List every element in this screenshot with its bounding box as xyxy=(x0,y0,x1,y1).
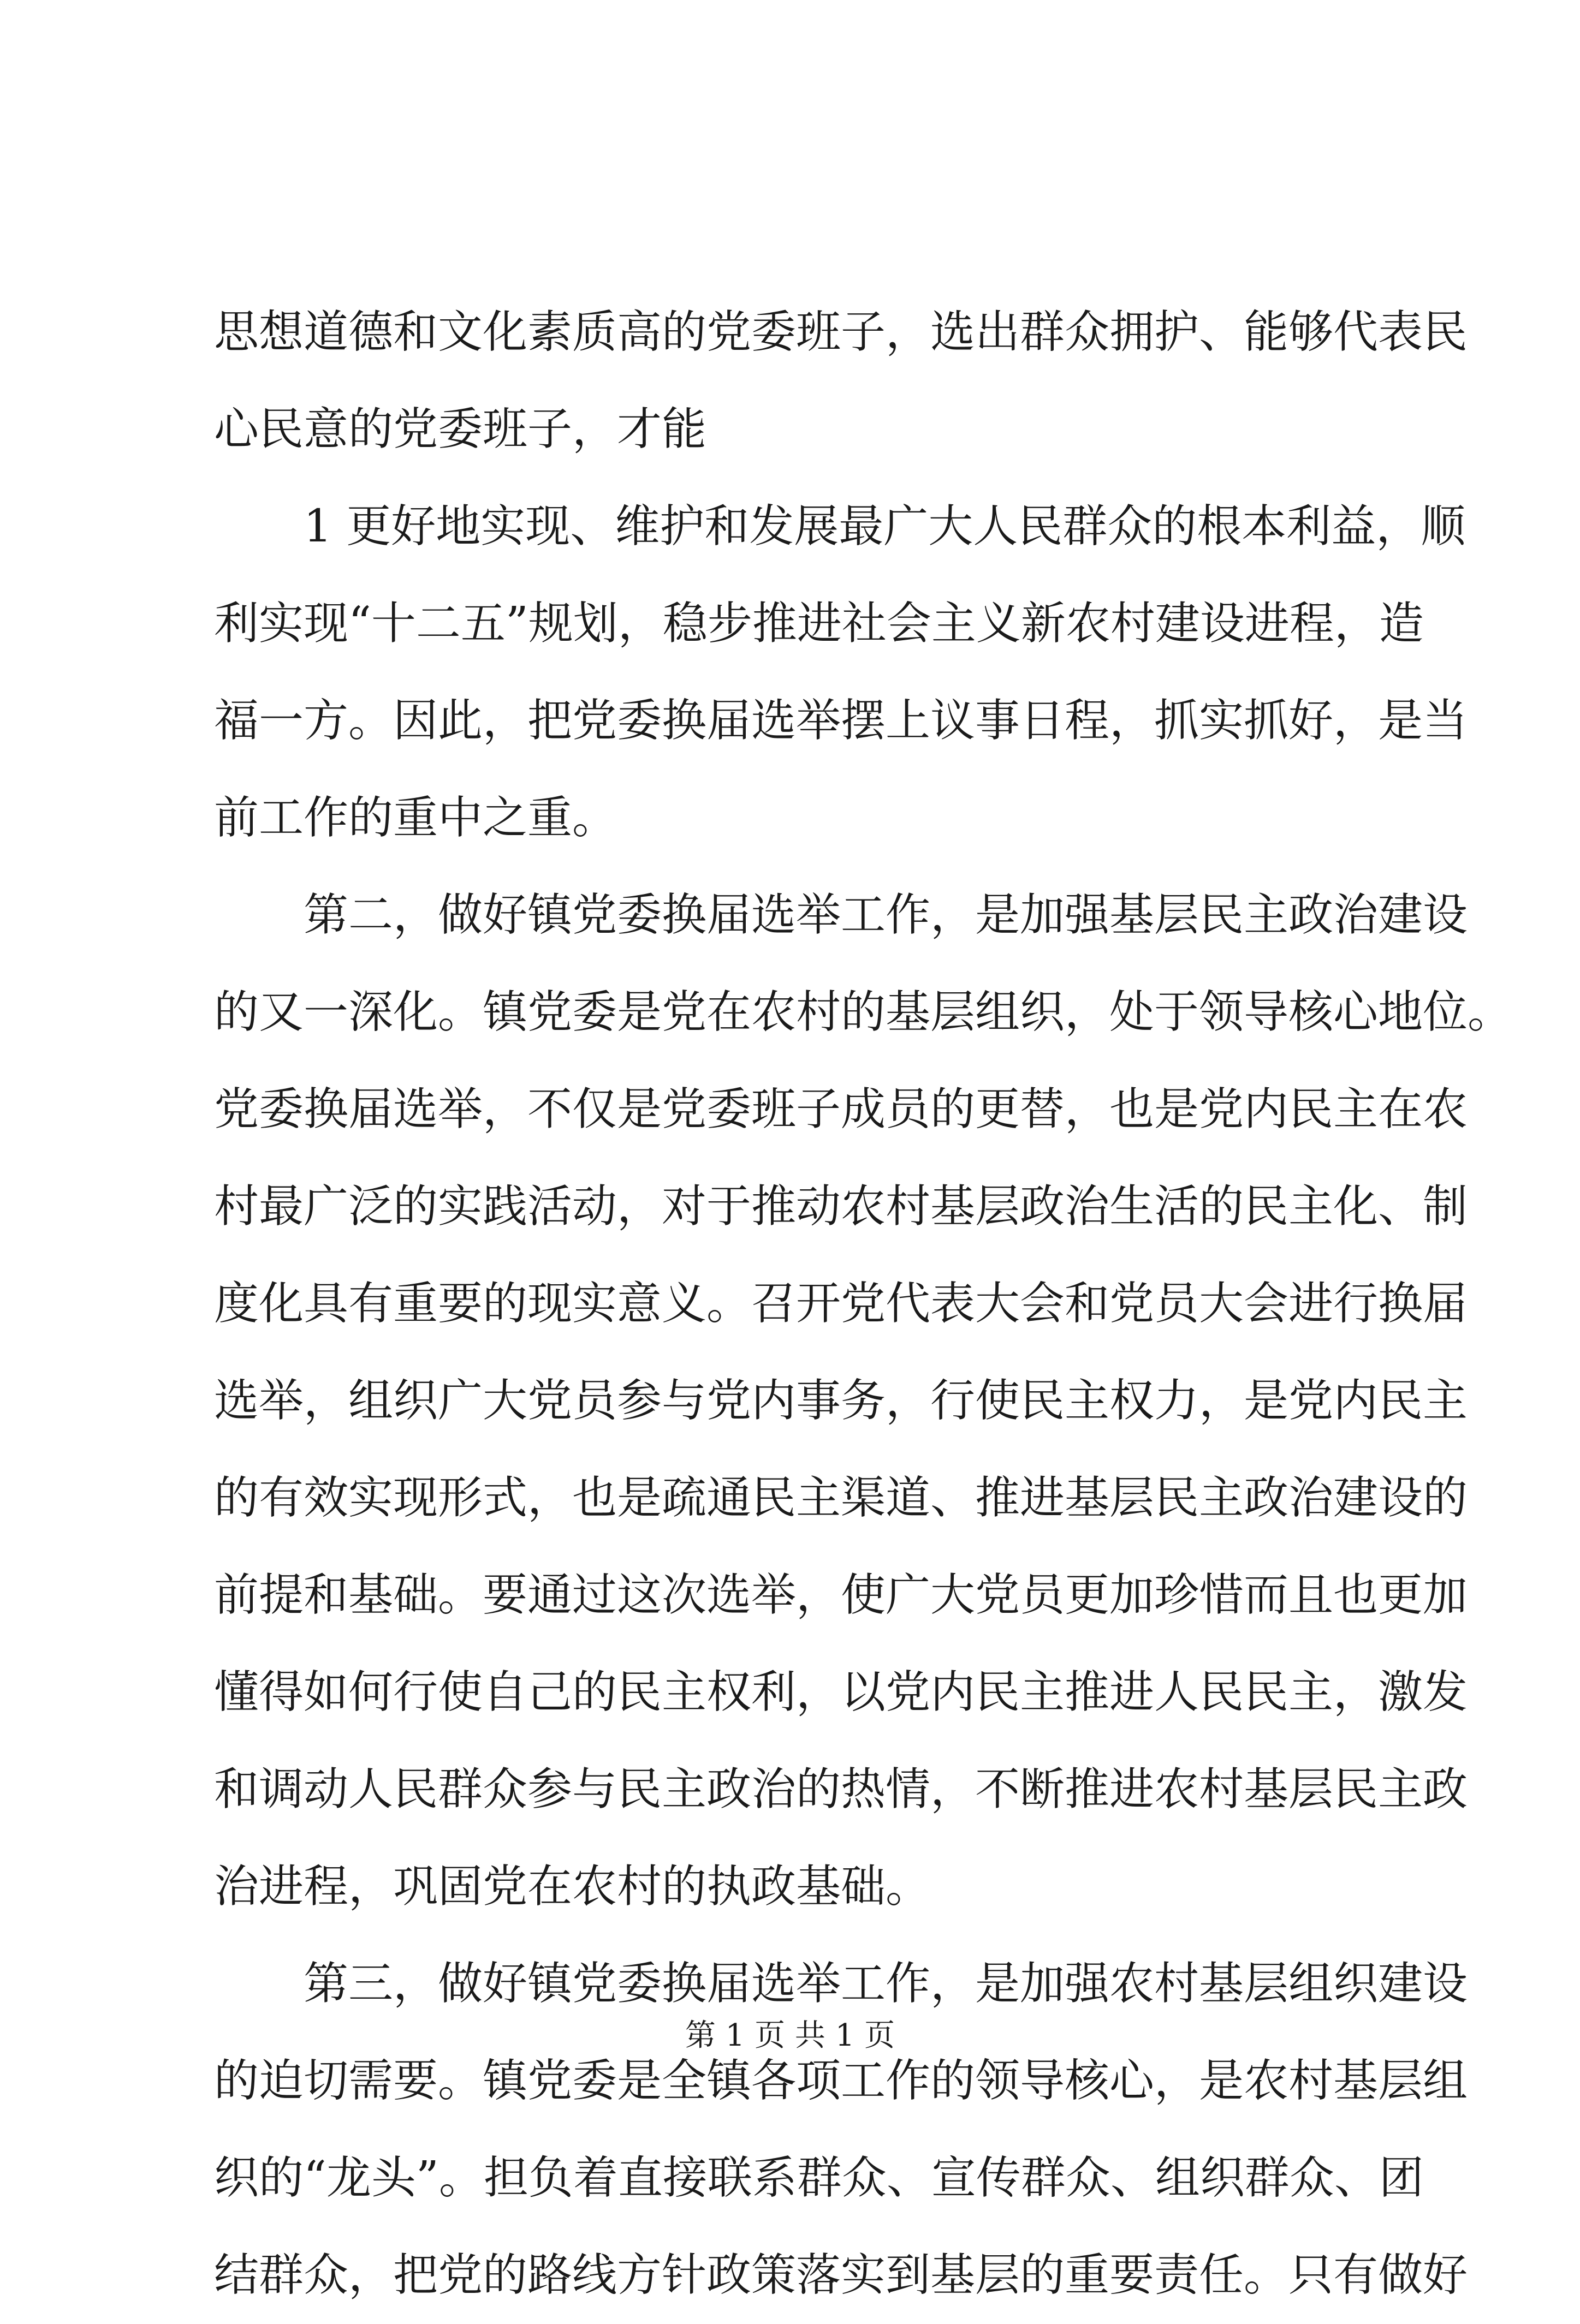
body-line: 选举，组织广大党员参与党内事务，行使民主权力，是党内民主 xyxy=(214,1375,1468,1427)
body-line: 利实现“十二五”规划，稳步推进社会主义新农村建设进程，造 xyxy=(214,598,1424,649)
body-line: 福一方。因此，把党委换届选举摆上议事日程，抓实抓好，是当 xyxy=(214,695,1468,747)
body-line: 治进程，巩固党在农村的执政基础。 xyxy=(214,1861,931,1912)
body-line: 织的“龙头”。担负着直接联系群众、宣传群众、组织群众、团 xyxy=(214,2152,1424,2204)
body-line: 度化具有重要的现实意义。召开党代表大会和党员大会进行换届 xyxy=(214,1278,1468,1330)
body-line: 思想道德和文化素质高的党委班子，选出群众拥护、能够代表民 xyxy=(214,306,1468,358)
body-line: 1 更好地实现、维护和发展最广大人民群众的根本利益，顺 xyxy=(304,500,1466,552)
body-line: 和调动人民群众参与民主政治的热情，不断推进农村基层民主政 xyxy=(214,1763,1468,1815)
body-line: 结群众，把党的路线方针政策落实到基层的重要责任。只有做好 xyxy=(214,2249,1468,2301)
body-line: 第三，做好镇党委换届选举工作，是加强农村基层组织建设 xyxy=(304,1958,1468,2010)
body-line: 懂得如何行使自己的民主权利，以党内民主推进人民民主，激发 xyxy=(214,1666,1468,1718)
body-line: 的又一深化。镇党委是党在农村的基层组织，处于领导核心地位。 xyxy=(214,986,1513,1038)
body-line: 村最广泛的实践活动，对于推动农村基层政治生活的民主化、制 xyxy=(214,1181,1468,1232)
body-line: 党委换届选举，不仅是党委班子成员的更替，也是党内民主在农 xyxy=(214,1083,1468,1135)
body-line: 心民意的党委班子，才能 xyxy=(214,403,707,455)
page-footer: 第 1 页 共 1 页 xyxy=(685,2018,895,2053)
body-line: 的迫切需要。镇党委是全镇各项工作的领导核心，是农村基层组 xyxy=(214,2055,1468,2107)
body-line: 前工作的重中之重。 xyxy=(214,792,617,844)
body-line: 的有效实现形式，也是疏通民主渠道、推进基层民主政治建设的 xyxy=(214,1472,1468,1524)
body-line: 前提和基础。要通过这次选举，使广大党员更加珍惜而且也更加 xyxy=(214,1569,1468,1621)
body-line: 第二，做好镇党委换届选举工作，是加强基层民主政治建设 xyxy=(304,889,1468,941)
